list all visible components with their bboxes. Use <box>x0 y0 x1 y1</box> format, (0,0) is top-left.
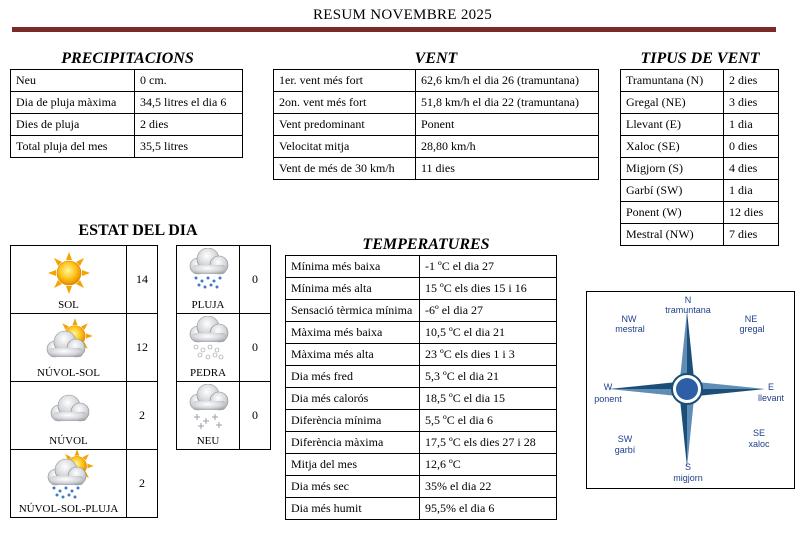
weather-count: 12 <box>127 314 158 382</box>
row-value: 35,5 litres <box>135 136 243 158</box>
page-title: RESUM NOVEMBRE 2025 <box>312 7 493 23</box>
title-divider <box>12 27 776 32</box>
compass-rose-panel <box>586 291 795 489</box>
row-value: 1 dia <box>724 180 779 202</box>
weather-count: 0 <box>240 382 271 450</box>
table-row <box>621 158 779 180</box>
weather-label: NÚVOL-SOL-PLUJA <box>18 503 119 515</box>
row-value: 23 ºC els dies 1 i 3 <box>420 344 557 366</box>
weather-cell <box>11 314 127 382</box>
compass-sw-name: garbí <box>614 445 636 455</box>
row-label: Xaloc (SE) <box>621 136 724 158</box>
table-row <box>11 114 243 136</box>
table-row <box>274 70 599 92</box>
weather-count: 2 <box>127 382 158 450</box>
table-row <box>177 382 271 450</box>
compass-nw-name: mestral <box>615 324 645 334</box>
compass-n: N <box>684 295 692 305</box>
table-row <box>621 92 779 114</box>
estat-dia-heading: ESTAT DEL DIA <box>78 222 198 239</box>
temperatures-table <box>285 255 557 520</box>
hail-icon <box>183 316 233 364</box>
compass-s: S <box>684 462 692 472</box>
row-value: 15 ºC els dies 15 i 16 <box>420 278 557 300</box>
row-label: Ponent (W) <box>621 202 724 224</box>
row-value: -6º el dia 27 <box>420 300 557 322</box>
weather-cell <box>177 246 240 314</box>
table-row <box>286 300 557 322</box>
row-label: Mestral (NW) <box>621 224 724 246</box>
row-value: 2 dies <box>724 70 779 92</box>
vent-heading: VENT <box>414 50 458 67</box>
row-label: Dies de pluja <box>11 114 135 136</box>
row-value: 0 cm. <box>135 70 243 92</box>
snow-icon <box>183 384 233 432</box>
row-label: Vent predominant <box>274 114 416 136</box>
compass-n-name: tramuntana <box>665 305 711 315</box>
estat-dia-table-right <box>176 245 271 450</box>
compass-ne-name: gregal <box>739 324 765 334</box>
weather-count: 14 <box>127 246 158 314</box>
cloud-sun-icon <box>42 318 96 364</box>
weather-label: NÚVOL-SOL <box>37 367 100 379</box>
compass-nw: NW <box>621 314 637 324</box>
row-label: Diferència mínima <box>286 410 420 432</box>
row-label: Neu <box>11 70 135 92</box>
row-label: Dia de pluja màxima <box>11 92 135 114</box>
table-row <box>274 158 599 180</box>
row-value: 4 dies <box>724 158 779 180</box>
weather-label: NÚVOL <box>49 435 88 447</box>
row-value: 1 dia <box>724 114 779 136</box>
table-row <box>286 278 557 300</box>
row-label: Sensació tèrmica mínima <box>286 300 420 322</box>
row-label: Velocitat mitja <box>274 136 416 158</box>
table-row <box>177 314 271 382</box>
table-row <box>621 180 779 202</box>
row-value: 11 dies <box>416 158 599 180</box>
row-label: Mitja del mes <box>286 454 420 476</box>
table-row <box>286 388 557 410</box>
table-row <box>274 114 599 136</box>
row-value: 62,6 km/h el dia 26 (tramuntana) <box>416 70 599 92</box>
tipus-vent-heading: TIPUS DE VENT <box>640 50 760 67</box>
row-label: Garbí (SW) <box>621 180 724 202</box>
table-row <box>286 454 557 476</box>
temperatures-heading: TEMPERATURES <box>362 236 490 253</box>
weather-label: PEDRA <box>189 367 227 379</box>
row-label: Mínima més baixa <box>286 256 420 278</box>
row-value: 18,5 ºC el dia 15 <box>420 388 557 410</box>
compass-se-name: xaloc <box>748 439 770 449</box>
row-label: Tramuntana (N) <box>621 70 724 92</box>
table-row <box>286 344 557 366</box>
table-row <box>11 70 243 92</box>
weather-label: SOL <box>58 299 79 311</box>
table-row <box>286 322 557 344</box>
table-row <box>621 202 779 224</box>
row-value: 5,3 ºC el dia 21 <box>420 366 557 388</box>
row-label: 2on. vent més fort <box>274 92 416 114</box>
compass-e: E <box>767 382 775 392</box>
row-value: 34,5 litres el dia 6 <box>135 92 243 114</box>
table-row <box>274 136 599 158</box>
compass-se: SE <box>752 428 766 438</box>
row-label: Total pluja del mes <box>11 136 135 158</box>
weather-count: 2 <box>127 450 158 518</box>
table-row <box>621 70 779 92</box>
estat-dia-table-left <box>10 245 158 518</box>
table-row <box>621 136 779 158</box>
row-value: 95,5% el dia 6 <box>420 498 557 520</box>
table-row <box>11 246 158 314</box>
row-label: Dia més fred <box>286 366 420 388</box>
row-label: Màxima més baixa <box>286 322 420 344</box>
weather-cell <box>11 382 127 450</box>
cloud-sun-rain-icon <box>41 450 97 500</box>
table-row <box>621 224 779 246</box>
weather-cell <box>177 382 240 450</box>
row-label: Dia més calorós <box>286 388 420 410</box>
table-row <box>286 410 557 432</box>
row-value: 7 dies <box>724 224 779 246</box>
weather-count: 0 <box>240 246 271 314</box>
row-value: Ponent <box>416 114 599 136</box>
row-value: -1 ºC el dia 27 <box>420 256 557 278</box>
weather-cell <box>11 450 127 518</box>
table-row <box>274 92 599 114</box>
row-value: 51,8 km/h el dia 22 (tramuntana) <box>416 92 599 114</box>
compass-w-name: ponent <box>594 394 622 404</box>
row-value: 35% el dia 22 <box>420 476 557 498</box>
table-row <box>177 246 271 314</box>
compass-w: W <box>603 382 613 392</box>
table-row <box>286 256 557 278</box>
row-label: Dia més humit <box>286 498 420 520</box>
table-row <box>286 476 557 498</box>
weather-label: PLUJA <box>191 299 225 311</box>
row-label: Màxima més alta <box>286 344 420 366</box>
row-label: Llevant (E) <box>621 114 724 136</box>
table-row <box>11 136 243 158</box>
compass-e-name: llevant <box>757 393 785 403</box>
tipus-vent-table <box>620 69 779 246</box>
row-value: 10,5 ºC el dia 21 <box>420 322 557 344</box>
row-label: Vent de més de 30 km/h <box>274 158 416 180</box>
vent-table <box>273 69 599 180</box>
table-row <box>286 498 557 520</box>
row-value: 12,6 ºC <box>420 454 557 476</box>
rain-icon <box>183 248 233 296</box>
row-label: Gregal (NE) <box>621 92 724 114</box>
row-value: 0 dies <box>724 136 779 158</box>
row-label: Dia més sec <box>286 476 420 498</box>
sun-icon <box>44 250 94 296</box>
table-row <box>621 114 779 136</box>
row-value: 3 dies <box>724 92 779 114</box>
row-label: 1er. vent més fort <box>274 70 416 92</box>
row-value: 12 dies <box>724 202 779 224</box>
cloud-icon <box>42 386 96 432</box>
row-value: 28,80 km/h <box>416 136 599 158</box>
row-value: 2 dies <box>135 114 243 136</box>
table-row <box>286 432 557 454</box>
table-row <box>11 314 158 382</box>
compass-rose-icon <box>587 292 794 488</box>
compass-s-name: migjorn <box>673 473 703 483</box>
table-row <box>11 382 158 450</box>
precipitacions-heading: PRECIPITACIONS <box>61 50 194 67</box>
row-value: 17,5 ºC els dies 27 i 28 <box>420 432 557 454</box>
table-row <box>11 92 243 114</box>
compass-ne: NE <box>744 314 758 324</box>
compass-sw: SW <box>617 434 633 444</box>
weather-count: 0 <box>240 314 271 382</box>
table-row <box>286 366 557 388</box>
table-row <box>11 450 158 518</box>
weather-cell <box>11 246 127 314</box>
weather-cell <box>177 314 240 382</box>
row-label: Diferència màxima <box>286 432 420 454</box>
weather-label: NEU <box>196 435 220 447</box>
precipitacions-table <box>10 69 243 158</box>
row-label: Migjorn (S) <box>621 158 724 180</box>
row-value: 5,5 ºC el dia 6 <box>420 410 557 432</box>
row-label: Mínima més alta <box>286 278 420 300</box>
